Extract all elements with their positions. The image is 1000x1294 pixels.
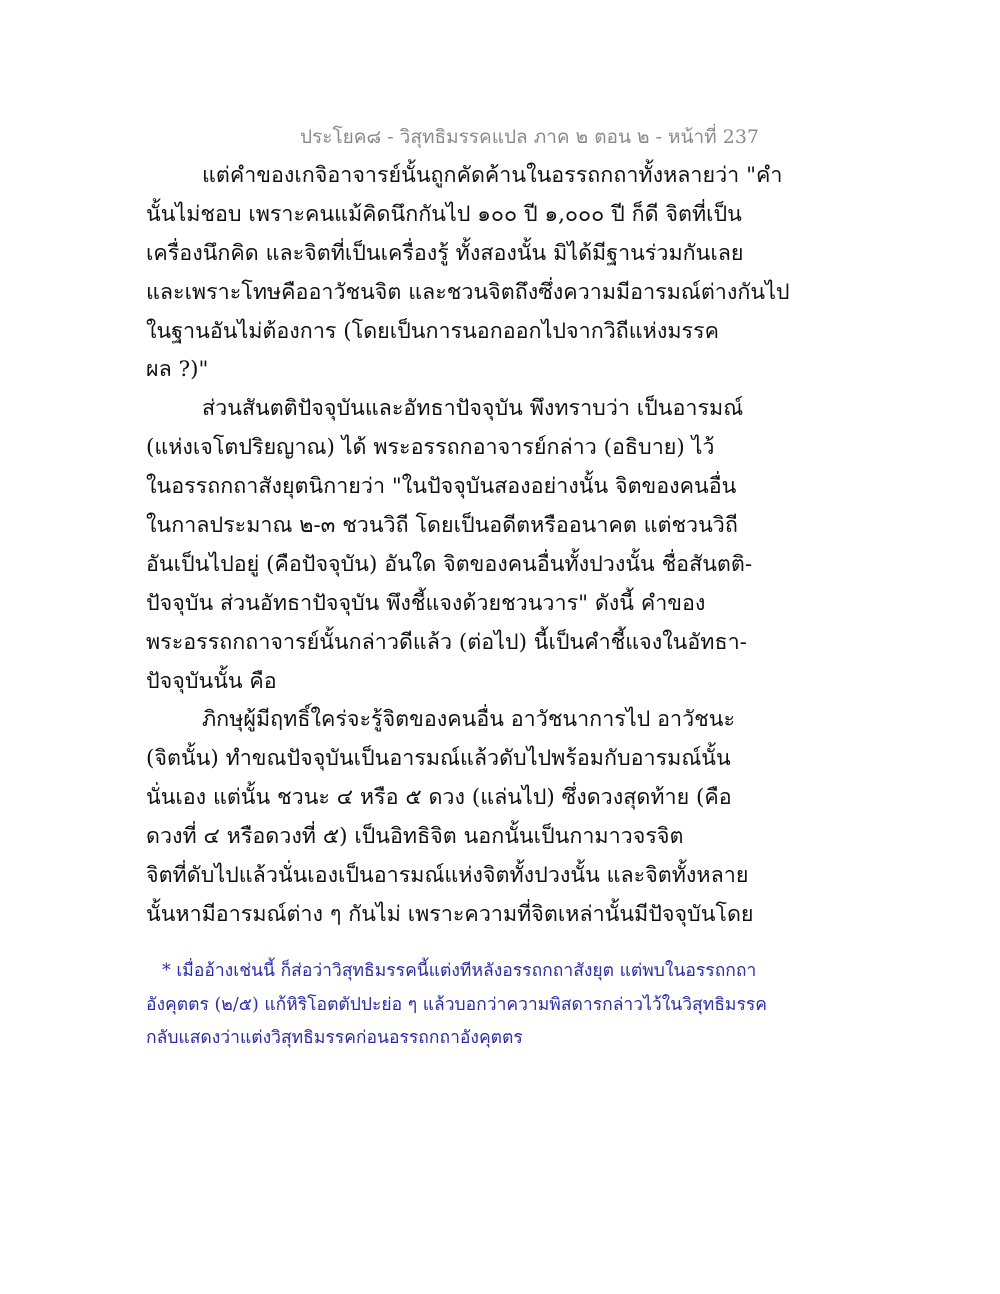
text-line: (จิตนั้น) ทำขณปัจจุบันเป็นอารมณ์แล้วดับไปพร้อมกับอารมณ์นั้น: [146, 746, 731, 772]
text-line: พระอรรถกถาจารย์นั้นกล่าวดีแล้ว (ต่อไป) นี้เป็นคำชี้แจงในอัทธา-: [146, 629, 747, 655]
text-line: นั้นไม่ชอบ เพราะคนแม้คิดนึกกันไป ๑๐๐ ปี ๑,๐๐๐ ปี ก็ดี จิตที่เป็น: [146, 201, 742, 227]
text-line: นั่นเอง แต่นั้น ชวนะ ๔ หรือ ๕ ดวง (แล่นไป) ซึ่งดวงสุดท้าย (คือ: [146, 785, 732, 811]
text-line: จิตที่ดับไปแล้วนั่นเองเป็นอารมณ์แห่งจิตทั้งปวงนั้น และจิตทั้งหลาย: [146, 863, 749, 889]
text-line: ปัจจุบัน ส่วนอัทธาปัจจุบัน พึงชี้แจงด้วยชวนวาร" ดังนี้ คำของ: [146, 590, 706, 616]
footnote-line: อังคุตตร (๒/๕) แก้หิริโอตตัปปะย่อ ๆ แล้วบอกว่าความพิสดารกล่าวไว้ในวิสุทธิมรรค: [146, 994, 767, 1015]
text-line: อันเป็นไปอยู่ (คือปัจจุบัน) อันใด จิตของคนอื่นทั้งปวงนั้น ชื่อสันตติ-: [146, 551, 753, 577]
text-line: ผล ?)": [146, 357, 209, 383]
text-line: และเพราะโทษคืออาวัชนจิต และชวนจิตถึงซึ่งความมีอารมณ์ต่างกันไป: [146, 279, 790, 305]
footnote: [146, 955, 786, 1056]
text-line: นั้นหามีอารมณ์ต่าง ๆ กันไม่ เพราะความที่จิตเหล่านั้นมีปัจจุบันโดย: [146, 901, 754, 927]
page-header: ประโยค๘ - วิสุทธิมรรคแปล ภาค ๒ ตอน ๒ - หน้าที่ 237: [300, 126, 760, 148]
footnote-line: * เมื่ออ้างเช่นนี้ ก็ส่อว่าวิสุทธิมรรคนี้แต่งทีหลังอรรถกถาสังยุต แต่พบในอรรถกถา: [162, 961, 757, 981]
text-line: แต่คำของเกจิอาจารย์นั้นถูกคัดค้านในอรรถกถาทั้งหลายว่า "คำ: [202, 163, 783, 188]
text-line: ในกาลประมาณ ๒-๓ ชวนวิถี โดยเป็นอดีตหรืออนาคต แต่ชวนวิถี: [146, 513, 738, 539]
text-line: ในอรรถกถาสังยุตนิกายว่า "ในปัจจุบันสองอย่างนั้น จิตของคนอื่น: [146, 474, 737, 500]
text-line: เครื่องนึกคิด และจิตที่เป็นเครื่องรู้ ทั้งสองนั้น มิได้มีฐานร่วมกันเลย: [146, 240, 744, 266]
text-line: ปัจจุบันนั้น คือ: [146, 668, 277, 694]
body-text: [146, 157, 790, 935]
text-line: ส่วนสันตติปัจจุบันและอัทธาปัจจุบัน พึงทราบว่า เป็นอารมณ์: [202, 396, 744, 422]
text-line: ภิกษุผู้มีฤทธิ์ใคร่จะรู้จิตของคนอื่น อาวัชนาการไป อาวัชนะ: [202, 707, 736, 733]
text-line: ในฐานอันไม่ต้องการ (โดยเป็นการนอกออกไปจากวิถีแห่งมรรค: [146, 318, 719, 344]
text-line: ดวงที่ ๔ หรือดวงที่ ๕) เป็นอิทธิจิต นอกนั้นเป็นกามาวจรจิต: [146, 824, 684, 850]
text-line: (แห่งเจโตปริยญาณ) ได้ พระอรรถกอาจารย์กล่าว (อธิบาย) ไว้: [146, 435, 715, 461]
footnote-line: กลับแสดงว่าแต่งวิสุทธิมรรคก่อนอรรถกถาอังคุตตร: [146, 1028, 523, 1048]
